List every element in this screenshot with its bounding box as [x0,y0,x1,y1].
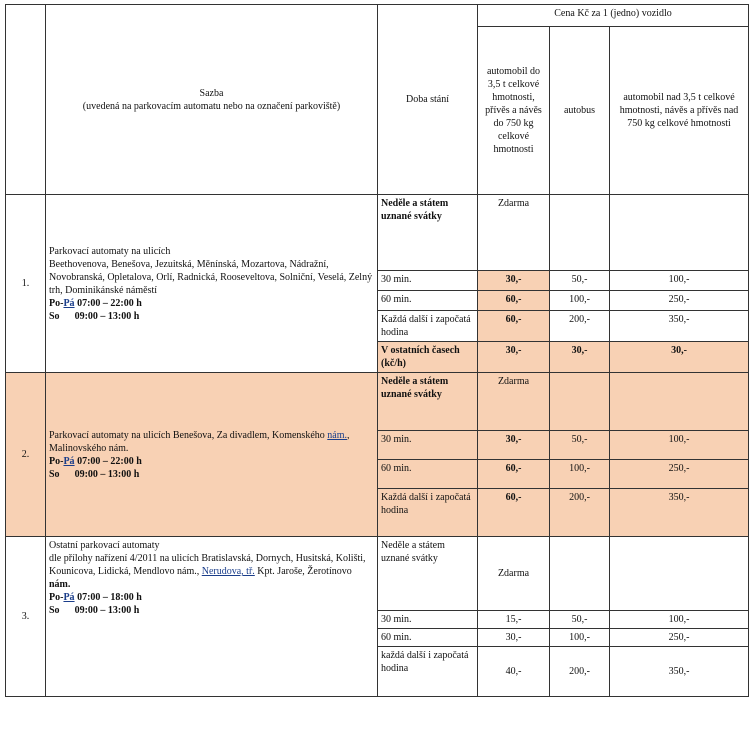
price-bus: 100,- [550,291,610,311]
time-cell: 60 min. [378,291,478,311]
price-bus: 200,- [550,311,610,342]
price-truck [610,195,749,271]
price-truck: 30,- [610,342,749,373]
header-site-cell [46,5,378,195]
weekday-link[interactable]: Pá [63,455,75,467]
time-cell: V ostatních časech (kč/h) [378,342,478,373]
row-site-description [46,195,378,373]
price-bus: 50,- [550,271,610,291]
price-car: 60,- [478,460,550,489]
price-truck: 100,- [610,431,749,460]
time-cell: 30 min. [378,431,478,460]
price-car: Zdarma [478,195,550,271]
price-car: 15,- [478,611,550,629]
time-cell: 60 min. [378,460,478,489]
price-bus: 50,- [550,431,610,460]
price-truck: 250,- [610,291,749,311]
price-bus: 200,- [550,489,610,537]
price-bus [550,373,610,431]
price-bus [550,195,610,271]
site-hours-weekday: Po-Pá 07:00 – 22:00 h [49,455,142,467]
time-cell: Neděle a státem uznané svátky [378,537,478,611]
price-bus: 30,- [550,342,610,373]
square-link[interactable]: nám. [327,429,347,441]
time-cell: 30 min. [378,271,478,291]
row-site-description [46,373,378,537]
time-cell: Každá další i započatá hodina [378,489,478,537]
header-site-label: Sazba [199,87,224,99]
price-car: 30,- [478,342,550,373]
price-truck: 350,- [610,311,749,342]
price-truck: 250,- [610,460,749,489]
row-number: 1. [6,195,46,373]
price-truck [610,537,749,611]
price-car: 40,- [478,647,550,697]
time-cell: Každá další i započatá hodina [378,311,478,342]
site-title: Parkovací automaty na ulicích [49,245,171,257]
price-car: 60,- [478,291,550,311]
row-site-description [46,537,378,697]
header-site-note: (uvedená na parkovacím automatu nebo na označení parkoviště) [82,100,341,112]
price-bus: 50,- [550,611,610,629]
price-car: 30,- [478,431,550,460]
price-car: Zdarma [478,373,550,431]
price-truck: 100,- [610,611,749,629]
parking-fee-table [5,4,749,697]
site-streets: dle přílohy nařízení 4/2011 na ulicích Bratislavská, Dornych, Husitská, Kolišti, Kounicova, Lidická, Mendlovo nám., Nerudova, tř. Kpt. Jaroše, Žerotínovo nám. [49,553,366,590]
price-car: Zdarma [478,537,550,611]
price-bus: 100,- [550,629,610,647]
site-hours-saturday: So 09:00 – 13:00 h [49,605,140,616]
price-bus: 100,- [550,460,610,489]
time-cell: Neděle a státem uznané svátky [378,195,478,271]
header-truck-column: automobil nad 3,5 t celkové hmotnosti, návěs a přívěs nad 750 kg celkové hmotnosti [610,27,749,195]
weekday-link[interactable]: Pá [63,592,75,603]
site-hours-saturday: So 09:00 – 13:00 h [49,468,140,480]
site-hours-weekday: Po-Pá 07:00 – 18:00 h [49,592,142,603]
time-cell: 60 min. [378,629,478,647]
price-truck: 350,- [610,489,749,537]
price-truck: 250,- [610,629,749,647]
price-bus: 200,- [550,647,610,697]
time-cell: 30 min. [378,611,478,629]
time-cell: Neděle a státem uznané svátky [378,373,478,431]
price-car: 30,- [478,271,550,291]
site-hours-weekday: Po-Pá 07:00 – 22:00 h [49,297,142,309]
header-time-cell: Doba stání [378,5,478,195]
site-hours-saturday: So 09:00 – 13:00 h [49,310,140,322]
price-bus [550,537,610,611]
row-number: 3. [6,537,46,697]
header-price-group: Cena Kč za 1 (jedno) vozidlo [478,5,749,27]
header-car-column: automobil do 3,5 t celkové hmotnosti, přívěs a návěs do 750 kg celkové hmotnosti [478,27,550,195]
price-car: 60,- [478,489,550,537]
price-car: 60,- [478,311,550,342]
site-title: Parkovací automaty na ulicích Benešova, Za divadlem, Komenského nám., Malinovského nám. [49,429,350,454]
price-truck [610,373,749,431]
time-cell: každá další i započatá hodina [378,647,478,697]
row-number: 2. [6,373,46,537]
header-bus-column: autobus [550,27,610,195]
price-truck: 100,- [610,271,749,291]
street-link[interactable]: Nerudova, tř. [201,566,255,577]
price-car: 30,- [478,629,550,647]
weekday-link[interactable]: Pá [63,297,75,309]
site-title: Ostatní parkovací automaty [49,540,160,551]
site-streets: Beethovenova, Benešova, Jezuitská, Měnínská, Mozartova, Nádražní, Novobranská, Opletalova, Orlí, Radnická, Rooseveltova, Solniční, Veselá, Zelný trh, Dominikánské náměstí [49,258,373,296]
header-number-cell [6,5,46,195]
price-truck: 350,- [610,647,749,697]
